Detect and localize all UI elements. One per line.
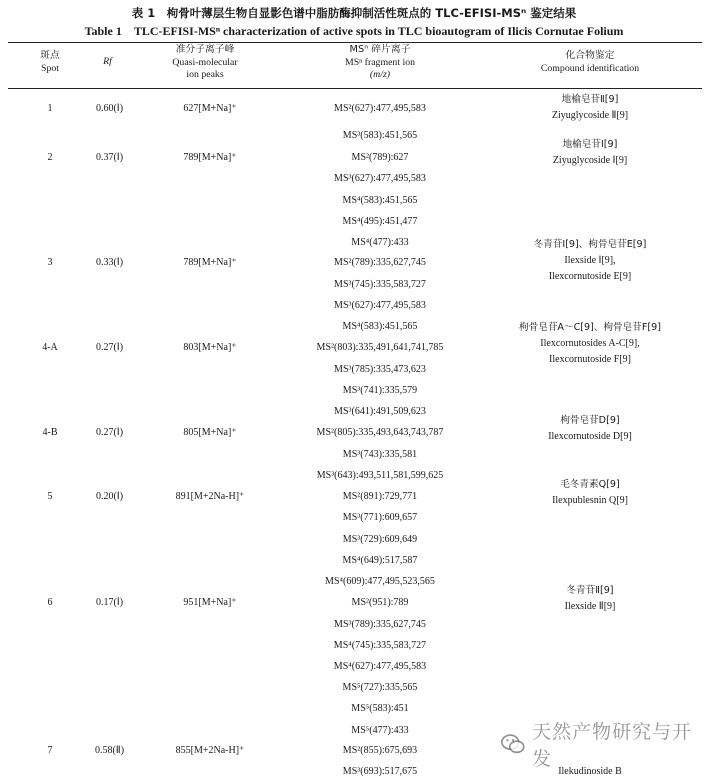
fragment-ion-line: MS²(803):335,491,641,741,785 bbox=[316, 342, 444, 353]
fragment-ion-line: MS³(745):335,583,727 bbox=[334, 279, 426, 290]
compound-name: 枸骨皂苷D[9] bbox=[560, 415, 620, 426]
fragment-ion-line: MS⁴(649):517,587 bbox=[342, 555, 418, 566]
compound-name: Ilexpublesnin Q[9] bbox=[552, 495, 628, 506]
compound-name: Ilekudinoside B bbox=[558, 766, 622, 777]
fragment-ion-line: MS⁴(627):477,495,583 bbox=[333, 661, 427, 672]
fragment-ion-line: MS²(789):335,627,745 bbox=[334, 257, 426, 268]
quasi-ion-cell: 789[M+Na]⁺ bbox=[183, 257, 237, 268]
compound-name: Ilexside Ⅱ[9] bbox=[564, 601, 616, 612]
spot-cell: 1 bbox=[47, 103, 53, 114]
header-rule bbox=[8, 88, 702, 89]
compound-name: 地榆皂苷Ⅱ[9] bbox=[561, 94, 619, 105]
wechat-icon bbox=[500, 730, 526, 758]
fragment-ion-line: MS²(789):627 bbox=[351, 152, 409, 163]
fragment-ion-line: MS²(627):477,495,583 bbox=[334, 103, 426, 114]
fragment-ion-line: MS²(855):675,693 bbox=[342, 745, 418, 756]
watermark: 天然产物研究与开发 bbox=[500, 727, 700, 761]
spot-cell: 3 bbox=[47, 257, 53, 268]
spot-cell: 4-B bbox=[42, 427, 58, 438]
spot-cell: 2 bbox=[47, 152, 53, 163]
quasi-ion-cell: 891[M+2Na-H]⁺ bbox=[175, 491, 245, 502]
fragment-ion-line: MS⁴(477):433 bbox=[351, 237, 409, 248]
fragment-ion-line: MS³(627):477,495,583 bbox=[334, 173, 426, 184]
fragment-ion-line: MS³(641):491,509,623 bbox=[334, 406, 426, 417]
quasi-ion-cell: 789[M+Na]⁺ bbox=[183, 152, 237, 163]
fragment-ion-line: MS³(729):609,649 bbox=[342, 534, 418, 545]
fragment-ion-line: MS³(743):335,581 bbox=[342, 449, 418, 460]
compound-name: Ilexcornutoside D[9] bbox=[548, 431, 632, 442]
fragment-ion-line: MS³(583):451,565 bbox=[342, 130, 418, 141]
compound-name: 地榆皂苷Ⅰ[9] bbox=[562, 139, 618, 150]
rf-cell: 0.58(Ⅱ) bbox=[94, 745, 125, 756]
rf-cell: 0.27(Ⅰ) bbox=[95, 427, 124, 438]
rf-cell: 0.37(Ⅰ) bbox=[95, 152, 124, 163]
compound-cell bbox=[490, 413, 690, 445]
header-fragment: MSⁿ 碎片离子 MSⁿ fragment ion (m/z) bbox=[344, 44, 416, 80]
compound-cell bbox=[490, 583, 690, 615]
compound-name: 冬青苷Ⅱ[9] bbox=[566, 585, 614, 596]
fragment-ion-line: MS³(771):609,657 bbox=[342, 512, 418, 523]
header-quasi-ion: 准分子离子峰 Quasi-molecular ion peaks bbox=[172, 44, 238, 80]
fragment-ion-line: MS³(643):493,511,581,599,625 bbox=[316, 470, 444, 481]
fragment-ion-line: MS³(789):335,627,745 bbox=[334, 619, 426, 630]
table-title-en: Table 1 TLC-EFISI-MSⁿ characterization of active spots in TLC bioautogram of Ilicis Cornutae Folium bbox=[84, 24, 624, 38]
spot-cell: 5 bbox=[47, 491, 53, 502]
compound-name: Ziyuglycoside Ⅱ[9] bbox=[551, 110, 629, 121]
quasi-ion-cell: 805[M+Na]⁺ bbox=[183, 427, 237, 438]
compound-cell bbox=[490, 477, 690, 509]
fragment-ion-line: MS⁴(495):451,477 bbox=[342, 216, 418, 227]
rf-cell: 0.17(Ⅰ) bbox=[95, 597, 124, 608]
rf-cell: 0.33(Ⅰ) bbox=[95, 257, 124, 268]
fragment-ion-line: MS³(785):335,473,623 bbox=[334, 364, 426, 375]
header-rf: Rf bbox=[103, 56, 112, 67]
fragment-ion-line: MS⁵(727):335,565 bbox=[342, 682, 418, 693]
compound-cell bbox=[490, 320, 690, 368]
spot-cell: 6 bbox=[47, 597, 53, 608]
fragment-ion-line: MS⁴(583):451,565 bbox=[342, 195, 418, 206]
rf-cell: 0.60(Ⅰ) bbox=[95, 103, 124, 114]
spot-cell: 7 bbox=[47, 745, 53, 756]
quasi-ion-cell: 951[M+Na]⁺ bbox=[183, 597, 237, 608]
fragment-ion-line: MS⁵(477):433 bbox=[351, 725, 409, 736]
fragment-ion-line: MS³(627):477,495,583 bbox=[334, 300, 426, 311]
fragment-ion-line: MS⁴(609):477,495,523,565 bbox=[325, 576, 435, 587]
compound-name: Ziyuglycoside Ⅰ[9] bbox=[552, 155, 628, 166]
fragment-ion-line: MS³(693):517,675 bbox=[342, 766, 418, 777]
fragment-ion-line: MS²(891):729,771 bbox=[342, 491, 418, 502]
compound-cell bbox=[490, 92, 690, 124]
compound-cell bbox=[490, 137, 690, 169]
fragment-ion-line: MS⁴(745):335,583,727 bbox=[333, 640, 427, 651]
header-spot: 斑点 Spot bbox=[40, 50, 60, 74]
quasi-ion-cell: 855[M+2Na-H]⁺ bbox=[175, 745, 245, 756]
fragment-ion-line: MS⁴(583):451,565 bbox=[342, 321, 418, 332]
table-title-cn: 表 1 枸骨叶薄层生物自显影色谱中脂肪酶抑制活性斑点的 TLC-EFISI-MSⁿ 鉴定结果 bbox=[131, 6, 577, 20]
spot-cell: 4-A bbox=[42, 342, 58, 353]
compound-name: Ilexcornutoside F[9] bbox=[549, 354, 631, 365]
fragment-ion-line: MS²(951):789 bbox=[351, 597, 409, 608]
compound-name: Ilexcornutosides A-C[9], bbox=[540, 338, 640, 349]
compound-name: 枸骨皂苷A～C[9]、枸骨皂苷F[9] bbox=[519, 322, 661, 333]
compound-name: Ilexcornutoside E[9] bbox=[548, 271, 632, 282]
rf-cell: 0.20(Ⅰ) bbox=[95, 491, 124, 502]
compound-cell bbox=[490, 237, 690, 285]
compound-name: Ilexside Ⅰ[9], bbox=[564, 255, 616, 266]
fragment-ion-line: MS³(741):335,579 bbox=[342, 385, 418, 396]
rf-cell: 0.27(Ⅰ) bbox=[95, 342, 124, 353]
quasi-ion-cell: 803[M+Na]⁺ bbox=[183, 342, 237, 353]
compound-name: 冬青苷Ⅰ[9]、枸骨皂苷E[9] bbox=[533, 239, 647, 250]
quasi-ion-cell: 627[M+Na]⁺ bbox=[183, 103, 237, 114]
compound-name: 毛冬青素Q[9] bbox=[560, 479, 620, 490]
fragment-ion-line: MS⁵(583):451 bbox=[351, 703, 409, 714]
header-compound: 化合物鉴定 Compound identification bbox=[540, 50, 640, 74]
fragment-ion-line: MS²(805):335,493,643,743,787 bbox=[316, 427, 444, 438]
